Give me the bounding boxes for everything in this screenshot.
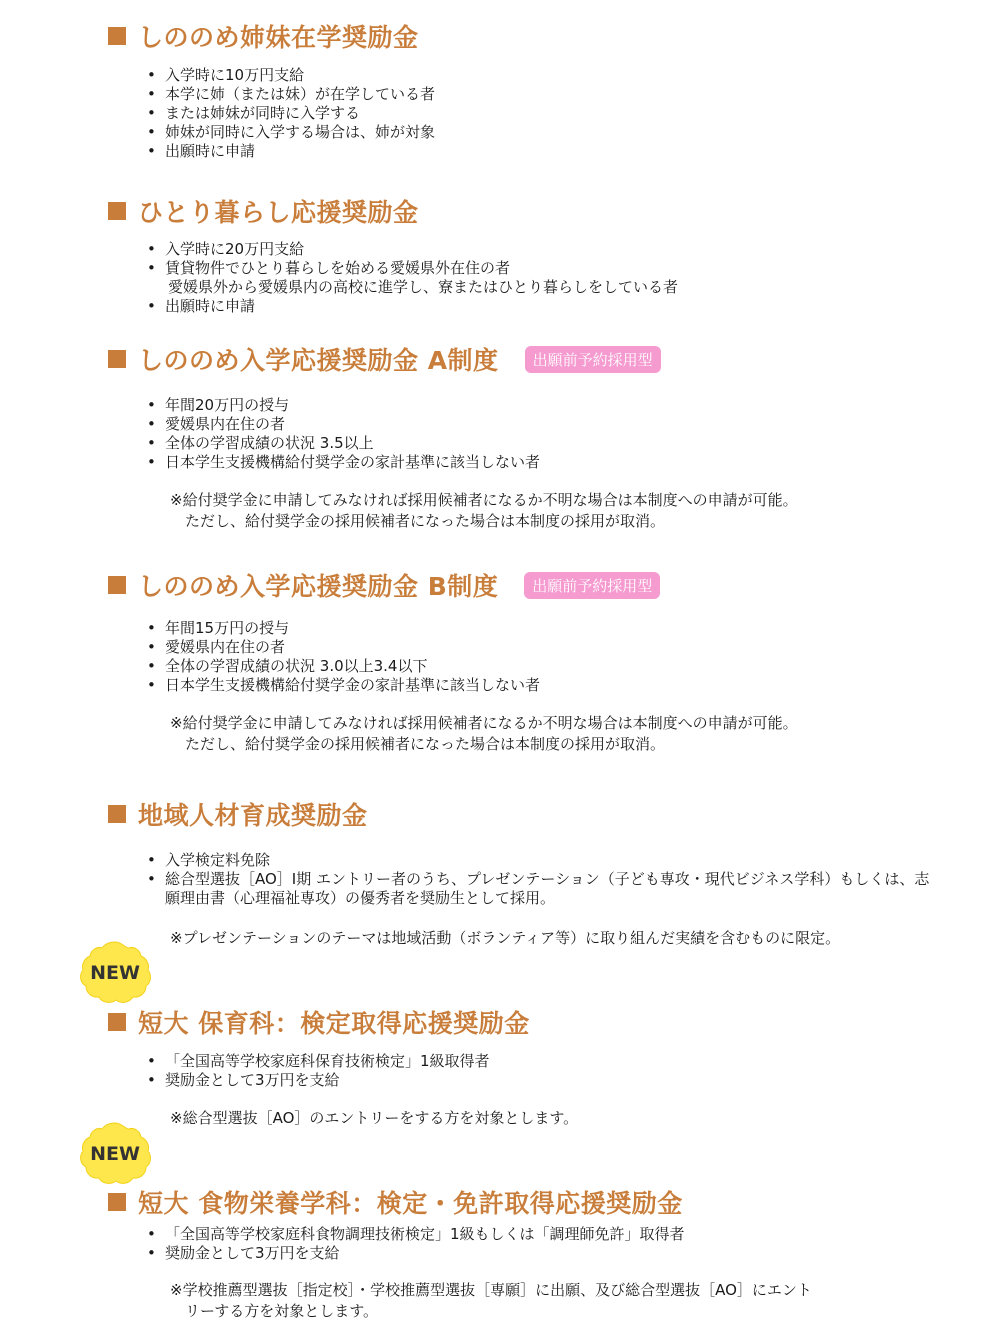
list-item: • 姉妹が同時に入学する場合は、姉が対象	[145, 123, 945, 142]
section-title: 地域人材育成奨励金	[138, 801, 368, 830]
square-bullet-icon	[108, 27, 126, 45]
section-item-list	[145, 851, 945, 908]
section-note: ※給付奨学金に申請してみなければ採用候補者になるか不明な場合は本制度への申請が可能。 ただし、給付奨学金の採用候補者になった場合は本制度の採用が取消。	[170, 714, 798, 753]
section-item-list	[145, 240, 945, 316]
section-note: ※学校推薦型選抜［指定校］・学校推薦型選抜［専願］に出願、及び総合型選抜［AO］にエント リーする方を対象とします。	[170, 1281, 812, 1320]
square-bullet-icon	[108, 1013, 126, 1031]
section-保育科-header	[108, 1004, 530, 1040]
section-title: しののめ入学応援奨励金 A制度	[138, 346, 499, 375]
list-item-continuation: 愛媛県外から愛媛県内の高校に進学し、寮またはひとり暮らしをしている者	[168, 278, 679, 296]
section-title: しののめ姉妹在学奨励金	[138, 23, 419, 52]
list-item: • 奨励金として3万円を支給	[145, 1244, 945, 1263]
list-item: • 愛媛県内在住の者	[145, 415, 945, 434]
section-item-list	[145, 1225, 945, 1263]
section-note: ※総合型選抜［AO］のエントリーをする方を対象とします。	[170, 1109, 579, 1127]
new-burst-icon	[76, 940, 154, 1006]
section-item-list	[145, 1052, 945, 1090]
section-食物栄養-header	[108, 1184, 683, 1220]
list-item: • 出願時に申請	[145, 142, 945, 161]
list-item: • 年間20万円の授与	[145, 396, 945, 415]
status-badge: 出願前予約採用型	[525, 346, 661, 373]
square-bullet-icon	[108, 805, 126, 823]
section-地域人材-header	[108, 796, 368, 832]
square-bullet-icon	[108, 202, 126, 220]
square-bullet-icon	[108, 1193, 126, 1211]
section-姉妹-header	[108, 18, 419, 54]
section-title: 短大 食物栄養学科：検定・免許取得応援奨励金	[138, 1189, 683, 1218]
list-item: • 入学時に10万円支給	[145, 66, 945, 85]
square-bullet-icon	[108, 350, 126, 368]
list-item: • 全体の学習成績の状況 3.0以上3.4以下	[145, 657, 945, 676]
section-item-list	[145, 619, 945, 695]
section-title: ひとり暮らし応援奨励金	[138, 198, 419, 227]
list-item: • 総合型選抜［AO］Ⅰ期 エントリー者のうち、プレゼンテーション（子ども専攻・現代ビジネス学科）もしくは、志願理由書（心理福祉専攻）の優秀者を奨励生として採用。	[145, 870, 935, 908]
section-note: ※給付奨学金に申請してみなければ採用候補者になるか不明な場合は本制度への申請が可能。 ただし、給付奨学金の採用候補者になった場合は本制度の採用が取消。	[170, 491, 798, 530]
list-item: • 全体の学習成績の状況 3.5以上	[145, 434, 945, 453]
list-item: • 「全国高等学校家庭科食物調理技術検定」1級もしくは「調理師免許」取得者	[145, 1225, 945, 1244]
list-item: • 本学に姉（または妹）が在学している者	[145, 85, 945, 104]
list-item: • 日本学生支援機構給付奨学金の家計基準に該当しない者	[145, 676, 945, 695]
section-title: しののめ入学応援奨励金 B制度	[138, 572, 499, 601]
list-item: • 愛媛県内在住の者	[145, 638, 945, 657]
list-item: • または姉妹が同時に入学する	[145, 104, 945, 123]
square-bullet-icon	[108, 576, 126, 594]
list-item: • 年間15万円の授与	[145, 619, 945, 638]
status-badge: 出願前予約採用型	[524, 572, 660, 599]
list-item: • 入学時に20万円支給	[145, 240, 945, 259]
list-item: • 日本学生支援機構給付奨学金の家計基準に該当しない者	[145, 453, 945, 472]
section-a-system-header	[108, 341, 661, 377]
list-item: • 入学検定料免除	[145, 851, 945, 870]
section-note: ※プレゼンテーションのテーマは地域活動（ボランティア等）に取り組んだ実績を含むものに限定。	[170, 929, 841, 947]
section-item-list	[145, 396, 945, 472]
new-burst-icon	[76, 1121, 154, 1187]
section-item-list	[145, 66, 945, 161]
list-item: • 「全国高等学校家庭科保育技術検定」1級取得者	[145, 1052, 945, 1071]
section-title: 短大 保育科：検定取得応援奨励金	[138, 1009, 530, 1038]
section-ひとり暮らし-header	[108, 193, 419, 229]
list-item: • 出願時に申請	[145, 297, 945, 316]
list-item: • 賃貸物件でひとり暮らしを始める愛媛県外在住の者	[145, 259, 945, 278]
new-label: NEW	[90, 962, 140, 984]
section-b-system-header	[108, 567, 660, 603]
list-item: • 奨励金として3万円を支給	[145, 1071, 945, 1090]
new-label: NEW	[90, 1143, 140, 1165]
